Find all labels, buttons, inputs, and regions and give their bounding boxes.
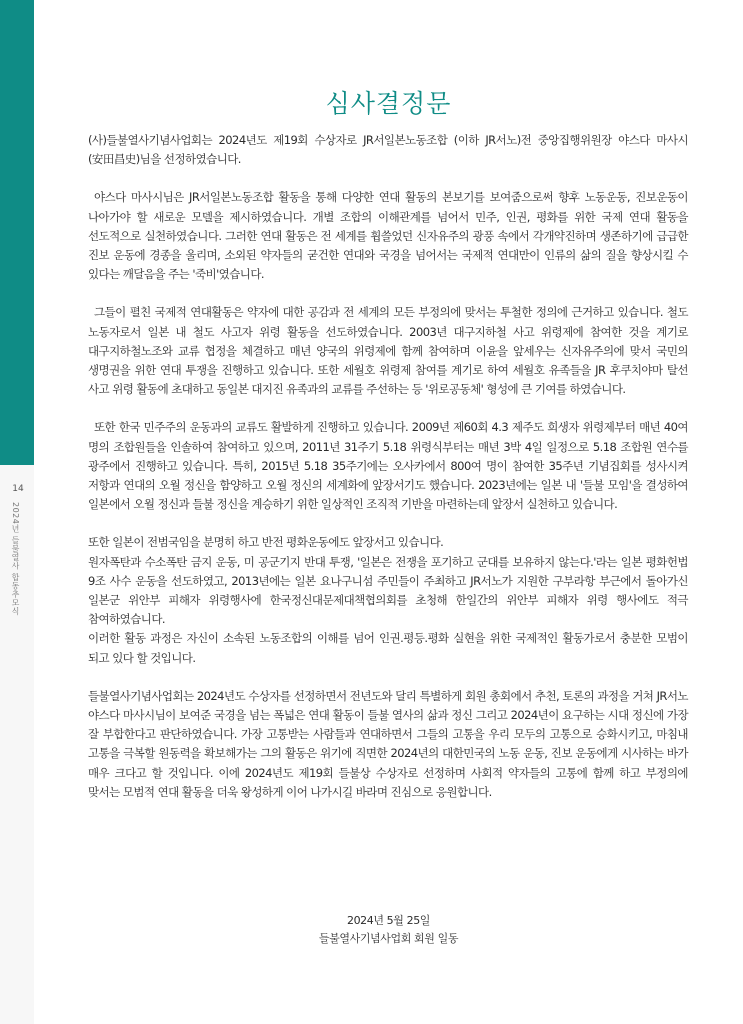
paragraph-achievements: 야스다 마사시님은 JR서일본노동조합 활동을 통해 다양한 연대 활동의 본보기를 보여줌으로써 향후 노동운동, 진보운동이 나아가야 할 새로운 모델을 제시하였습니다. 개별 조합의 이해관계를 넘어서 민주, 인권, 평화를 위한 국제 연대 활동을 선도적으로 실천하였습니다. 그러한 연대 활동은 전 세계를 휩쓸었던 신자유주의 광풍 속에서 각개약진하며 생존하기에 급급한 진보 운동에 경종을 울리며, 소외된 약자들의 굳건한 연대와 국경을 넘어서는 국제적 연대만이 인류의 삶의 질을 향상시킬 수 있다는 깨달음을 주는 '죽비'였습니다. [88,190,688,282]
paragraph-intro: (사)들불열사기념사업회는 2024년도 제19회 수상자로 JR서일본노동조합 (이하 JR서노)전 중앙집행위원장 야스다 마사시 (安田昌史)님을 선정하였습니다. [88,133,688,167]
decision-body [88,131,688,802]
page-number: 14 [12,484,24,494]
paragraph-peace-summary: 이러한 활동 과정은 자신이 소속된 노동조합의 이해를 넘어 인권.평등.평화 실현을 위한 국제적인 활동가로서 충분한 모범이 되고 있다 할 것입니다. [88,631,688,665]
side-accent-bar [0,0,34,465]
paragraph-peace-intro: 또한 일본이 전범국임을 분명히 하고 반전 평화운동에도 앞장서고 있습니다. [88,535,444,550]
paragraph-railway-solidarity: 그들이 펼친 국제적 연대활동은 약자에 대한 공감과 전 세계의 모든 부정의에 맞서는 투철한 정의에 근거하고 있습니다. 철도 노동자로서 일본 내 철도 사고자 위령 활동을 선도하였습니다. 2003년 대구지하철 사고 위령제에 참여한 것을 계기로 대구지하철노조와 교류 협정을 체결하고 매년 양국의 위령제에 함께 참여하며 이윤을 앞세우는 신자유주의에 맞서 국민의 생명권을 위한 연대 투쟁을 진행하고 있습니다. 또한 세월호 위령제 참여를 계기로 하여 세월호 유족들을 JR 후쿠치야마 탈선 사고 위령 활동에 초대하고 동일본 대지진 유족과의 교류를 주선하는 등 '위로공동체' 형성에 큰 기여를 하였습니다. [88,305,688,397]
paragraph-korea-democracy: 또한 한국 민주주의 운동과의 교류도 활발하게 진행하고 있습니다. 2009년 제60회 4.3 제주도 희생자 위령제부터 매년 40여 명의 조합원들을 인솔하여 참여하고 있으며, 2011년 31주기 5.18 위령식부터는 매년 3박 4일 일정으로 5.18 조합원 연수를 광주에서 진행하고 있습니다. 특히, 2015년 5.18 35주기에는 오사카에서 800여 명이 참여한 35주년 기념집회를 성사시켜 저항과 연대의 오월 정신을 함양하고 오월 정신의 세계화에 앞장서기도 했습니다. 2023년에는 일본 내 '들불 모임'을 결성하여 일본에서 오월 정신과 들불 정신을 계승하기 위한 일상적인 조직적 기반을 마련하는데 앞장서 실천하고 있습니다. [88,420,688,512]
page-title: 심사결정문 [325,89,452,118]
publication-title: 2024년 들불열사 합동추모식 [11,502,20,616]
paragraph-conclusion: 들불열사기념사업회는 2024년도 수상자를 선정하면서 전년도와 달리 특별하게 회원 총회에서 추천, 토론의 과정을 거쳐 JR서노 야스다 마사시님이 보여준 국경을 넘는 폭넓은 연대 활동이 들불 열사의 삶과 정신 그리고 2024년이 요구하는 시대 정신에 가장 잘 부합한다고 판단하였습니다. 가장 고통받는 사람들과 연대하면서 그들의 고통을 우리 모두의 고통으로 승화시키고, 마침내 고통을 극복할 원동력을 확보해가는 그의 활동은 위기에 직면한 2024년의 대한민국의 노동 운동, 진보 운동에게 시사하는 바가 매우 크다고 할 것입니다. 이에 2024년도 제19회 들불상 수상자로 선정하며 사회적 약자들의 고통에 함께 하고 부정의에 맞서는 모범적 연대 활동을 더욱 왕성하게 이어 나가시길 바라며 진심으로 응원합니다. [88,688,688,799]
paragraph-peace-movement: 원자폭탄과 수소폭탄 금지 운동, 미 공군기지 반대 투쟁, '일본은 전쟁을 포기하고 군대를 보유하지 않는다.'라는 일본 평화헌법 9조 사수 운동을 선도하였고, 2013년에는 일본 요나구니섬 주민들이 주최하고 JR서노가 지원한 구부라항 부근에서 돌아가신 일본군 위안부 피해자 위령행사에 한국정신대문제대책협의회를 초청해 한일간의 위안부 피해자 위령 행사에도 적극 참여하였습니다. [88,554,688,627]
signoff-signer: 들불열사기념사업회 회원 일동 [318,932,459,945]
signoff [34,912,743,948]
signoff-date: 2024년 5월 25일 [346,914,431,927]
